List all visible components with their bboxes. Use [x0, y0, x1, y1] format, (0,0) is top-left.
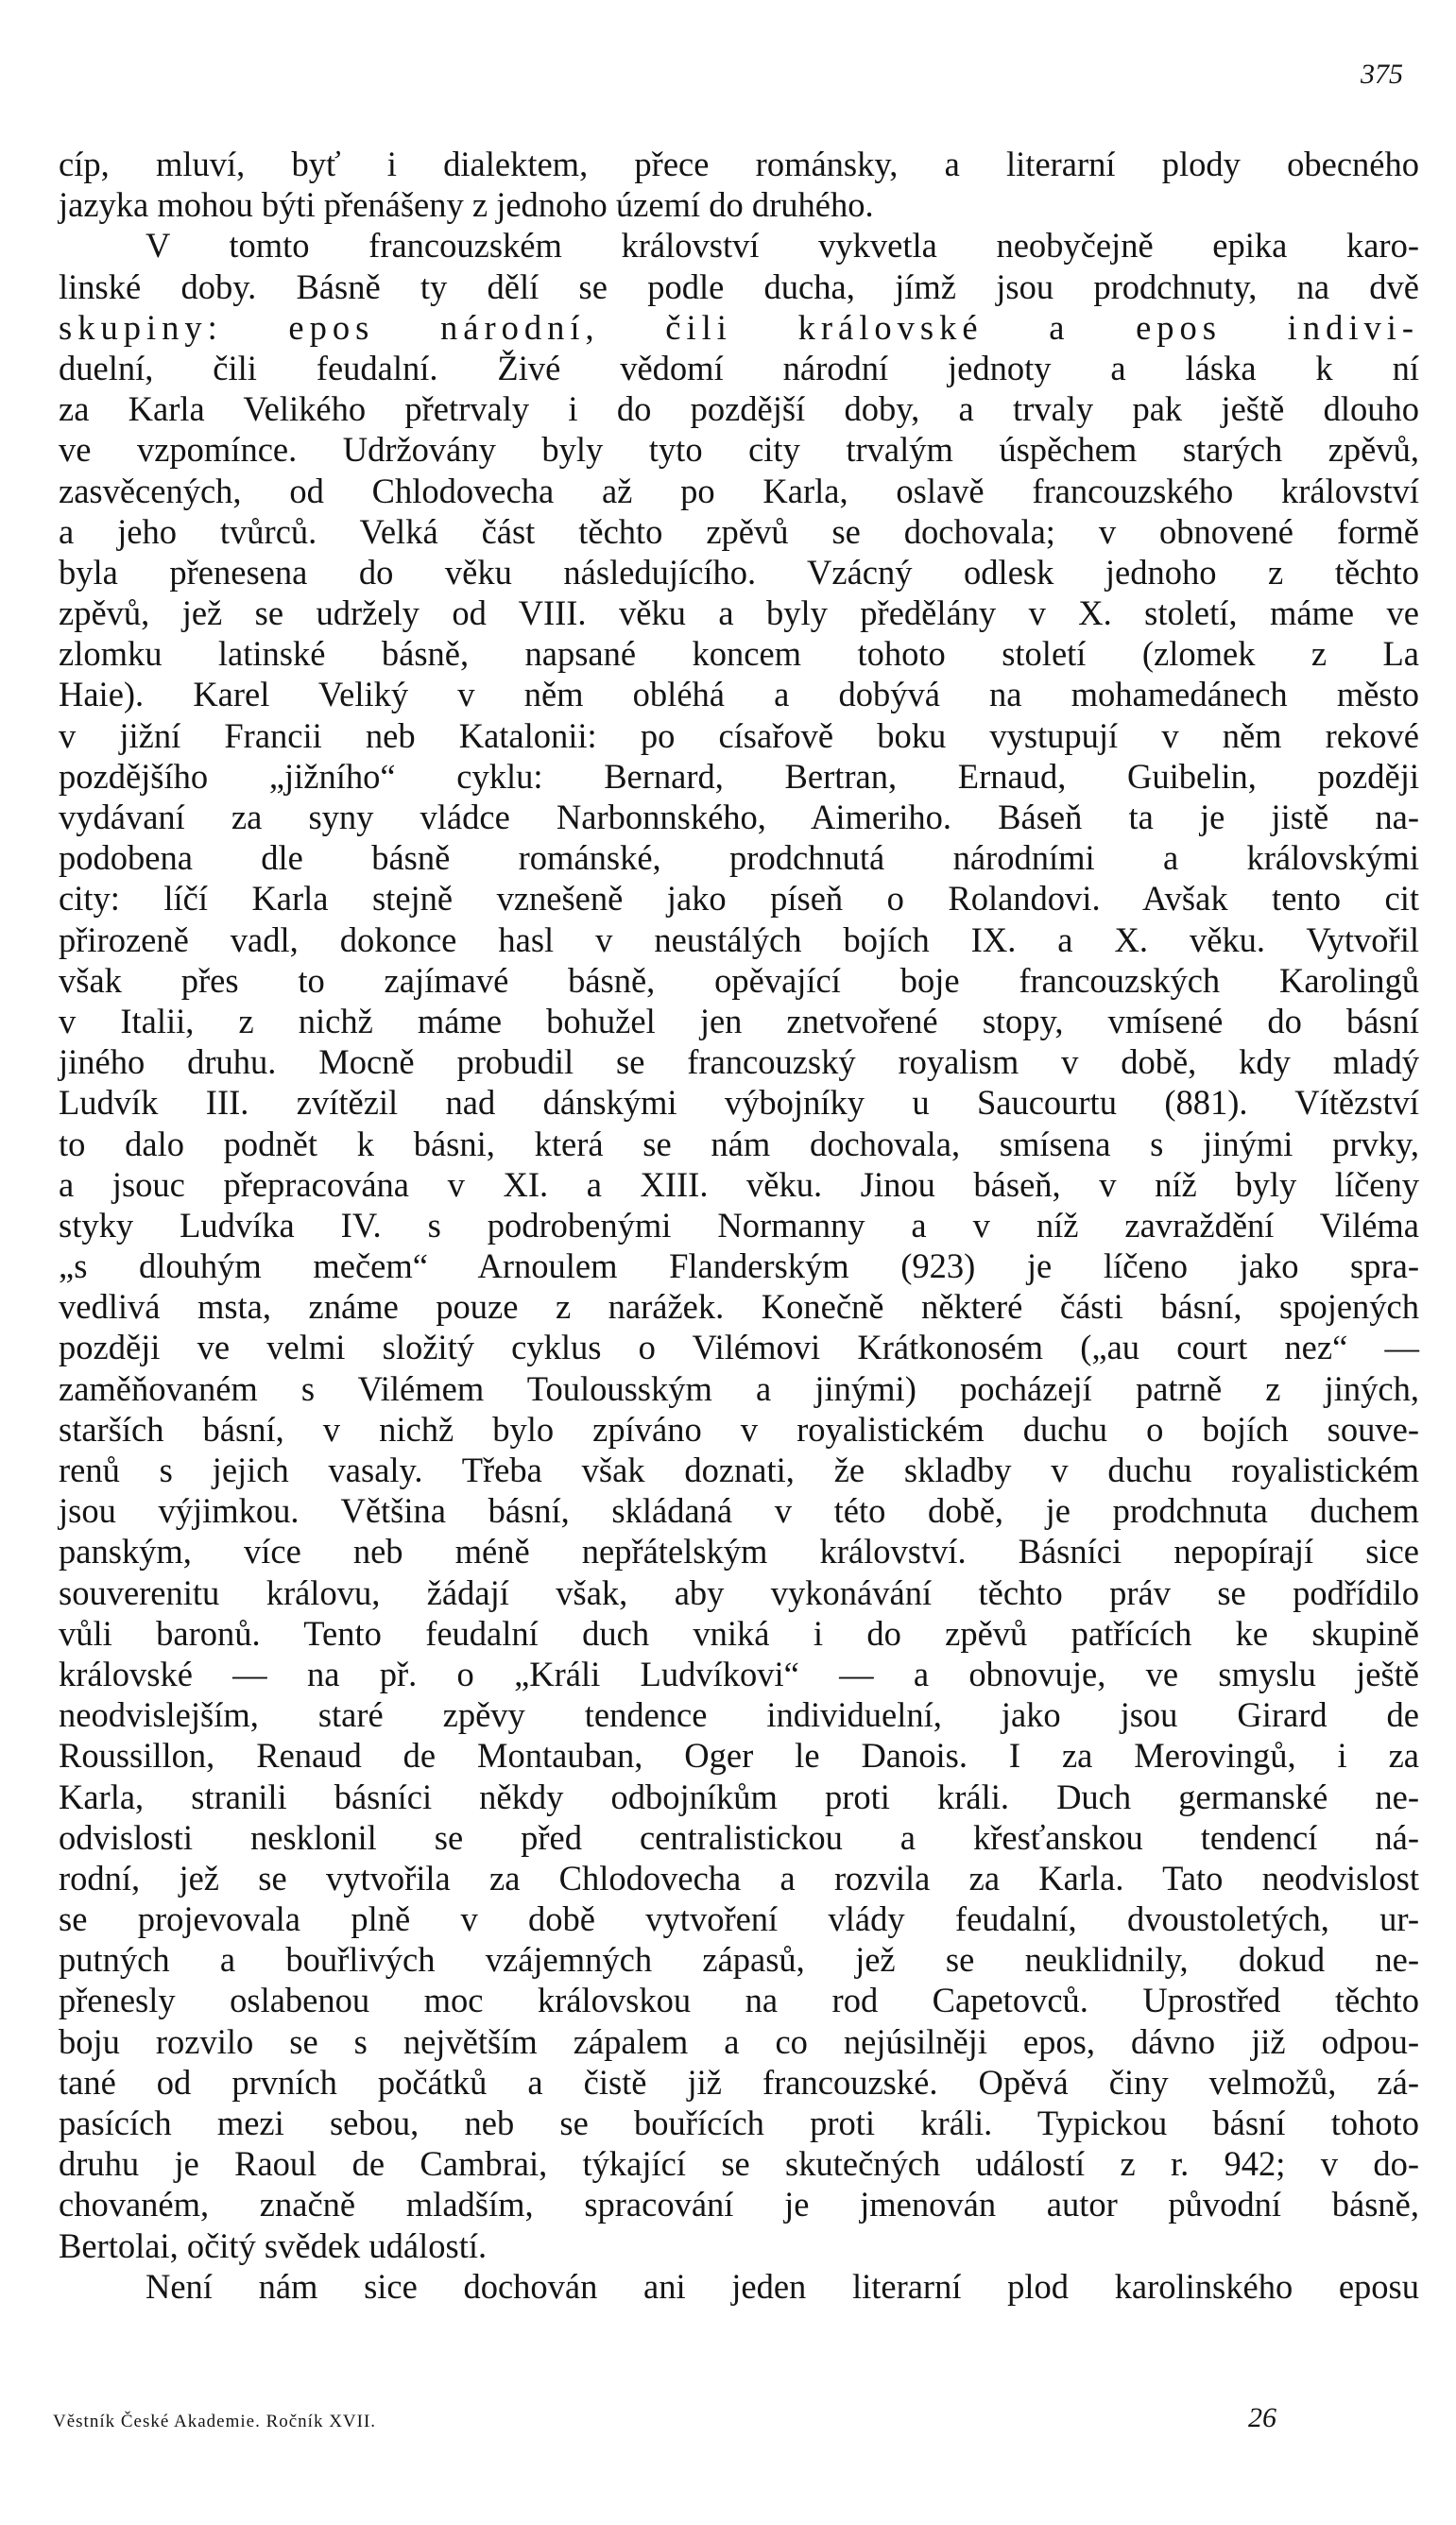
text-line: tané od prvních počátků a čistě již francouzské. Opěvá činy velmožů, zá-	[59, 2062, 1419, 2102]
page-footer	[53, 2402, 1399, 2436]
text-line: city: líčí Karla stejně vznešeně jako píseň o Rolandovi. Avšak tento cit	[59, 879, 1419, 919]
text-line: V tomto francouzském království vykvetla neobyčejně epika karo-	[146, 226, 1419, 266]
text-line: zasvěcených, od Chlodovecha až po Karla, oslavě francouzského království	[59, 471, 1419, 510]
text-line: renů s jejich vasaly. Třeba však doznati, že skladby v duchu royalistickém	[59, 1451, 1419, 1489]
text-line: druhu je Raoul de Cambrai, týkající se skutečných událostí z r. 942; v do-	[59, 2144, 1419, 2184]
text-line: zpěvů, jež se udržely od VIII. věku a byly předělány v X. století, máme ve	[59, 593, 1419, 633]
text-line: v jižní Francii neb Katalonii: po císařově boku vystupují v něm rekové	[59, 715, 1419, 755]
text-line: Karla, stranili básníci někdy odbojníkům proti králi. Duch germanské ne-	[59, 1777, 1419, 1816]
text-line: Není nám sice dochován ani jeden literarní plod karolinského eposu	[146, 2266, 1419, 2306]
text-line: panským, více neb méně nepřátelským království. Básníci nepopírají sice	[59, 1532, 1419, 1572]
body-text	[59, 144, 1419, 2307]
text-line: duelní, čili feudalní. Živé vědomí národní jednoty a láska k ní	[59, 348, 1419, 387]
text-line: neodvislejším, staré zpěvy tendence individuelní, jako jsou Girard de	[59, 1695, 1419, 1735]
text-line: přenesly oslabenou moc královskou na rod Capetovců. Uprostřed těchto	[59, 1981, 1419, 2020]
text-line: boju rozvilo se s největším zápalem a co nejúsilněji epos, dávno již odpou-	[59, 2021, 1419, 2061]
text-line: skupiny: epos národní, čili královské a epos indivi-	[59, 307, 1419, 347]
text-line: vůli baronů. Tento feudalní duch vniká i do zpěvů patřících ke skupině	[59, 1613, 1419, 1653]
text-line: odvislosti nesklonil se před centralistickou a křesťanskou tendencí ná-	[59, 1817, 1419, 1857]
text-line: jazyka mohou býti přenášeny z jednoho území do druhého.	[59, 185, 874, 225]
text-line: pasících mezi sebou, neb se bouřících proti králi. Typickou básní tohoto	[59, 2104, 1419, 2142]
text-line: souverenitu královu, žádají však, aby vykonávání těchto práv se podřídilo	[59, 1572, 1419, 1612]
text-line: Ludvík III. zvítězil nad dánskými výbojníky u Saucourtu (881). Vítězství	[59, 1083, 1419, 1123]
text-line: cíp, mluví, byť i dialektem, přece románsky, a literarní plody obecného	[59, 145, 1419, 183]
text-line: linské doby. Básně ty dělí se podle ducha, jímž jsou prodchnuty, na dvě	[59, 266, 1419, 306]
text-line: Bertolai, očitý svědek událostí.	[59, 2225, 488, 2265]
text-line: vydávaní za syny vládce Narbonnského, Aimeriho. Báseň ta je jistě na-	[59, 798, 1419, 836]
text-line: a jsouc přepracována v XI. a XIII. věku. Jinou báseň, v níž byly líčeny	[59, 1164, 1419, 1204]
text-line: zaměňovaném s Vilémem Toulousským a jinými) pocházejí patrně z jiných,	[59, 1368, 1419, 1408]
page-number: 375	[1361, 59, 1403, 90]
text-line: přirozeně vadl, dokonce hasl v neustálých bojích IX. a X. věku. Vytvořil	[59, 919, 1419, 959]
text-line: podobena dle básně románské, prodchnutá národními a královskými	[59, 838, 1419, 878]
text-line: styky Ludvíka IV. s podrobenými Normanny a v níž zavraždění Viléma	[59, 1205, 1419, 1245]
text-line: Roussillon, Renaud de Montauban, Oger le Danois. I za Merovingů, i za	[59, 1736, 1419, 1776]
text-line: Haie). Karel Veliký v něm obléhá a dobývá na mohamedánech město	[59, 675, 1419, 714]
text-line: a jeho tvůrců. Velká část těchto zpěvů se dochovala; v obnovené formě	[59, 511, 1419, 551]
text-line: ve vzpomínce. Udržovány byly tyto city trvalým úspěchem starých zpěvů,	[59, 430, 1419, 470]
text-line: později ve velmi složitý cyklus o Vilémovi Krátkonosém („au court nez“ —	[59, 1328, 1419, 1367]
text-line: však přes to zajímavé básně, opěvající boje francouzských Karolingů	[59, 960, 1419, 1000]
text-line: zlomku latinské básně, napsané koncem tohoto století (zlomek z La	[59, 634, 1419, 674]
text-line: rodní, jež se vytvořila za Chlodovecha a rozvila za Karla. Tato neodvislost	[59, 1858, 1419, 1898]
text-line: v Italii, z nichž máme bohužel jen znetvořené stopy, vmísené do básní	[59, 1001, 1419, 1040]
text-line: starších básní, v nichž bylo zpíváno v royalistickém duchu o bojích souve-	[59, 1409, 1419, 1449]
text-line: královské — na př. o „Králi Ludvíkovi“ — a obnovuje, ve smyslu ještě	[59, 1654, 1419, 1693]
text-line: se projevovala plně v době vytvoření vlády feudalní, dvoustoletých, ur-	[59, 1899, 1419, 1939]
text-line: byla přenesena do věku následujícího. Vzácný odlesk jednoho z těchto	[59, 552, 1419, 592]
text-line: jsou výjimkou. Většina básní, skládaná v této době, je prodchnuta duchem	[59, 1491, 1419, 1531]
text-line: putných a bouřlivých vzájemných zápasů, jež se neuklidnily, dokud ne-	[59, 1940, 1419, 1980]
text-line: „s dlouhým mečem“ Arnoulem Flanderským (923) je líčeno jako spra-	[59, 1246, 1419, 1286]
text-line: za Karla Velikého přetrvaly i do pozdější doby, a trvaly pak ještě dlouho	[59, 389, 1419, 429]
journal-title: Věstník České Akademie. Ročník XVII.	[53, 2412, 377, 2431]
signature-mark: 26	[1248, 2402, 1276, 2433]
text-line: jiného druhu. Mocně probudil se francouzský royalism v době, kdy mladý	[59, 1042, 1419, 1082]
text-line: pozdějšího „jižního“ cyklu: Bernard, Bertran, Ernaud, Guibelin, později	[59, 756, 1419, 796]
text-line: vedlivá msta, známe pouze z narážek. Konečně některé části básní, spojených	[59, 1287, 1419, 1327]
text-line: chovaném, značně mladším, spracování je jmenován autor původní básně,	[59, 2185, 1419, 2224]
text-line: to dalo podnět k básni, která se nám dochovala, smísena s jinými prvky,	[59, 1124, 1419, 1163]
